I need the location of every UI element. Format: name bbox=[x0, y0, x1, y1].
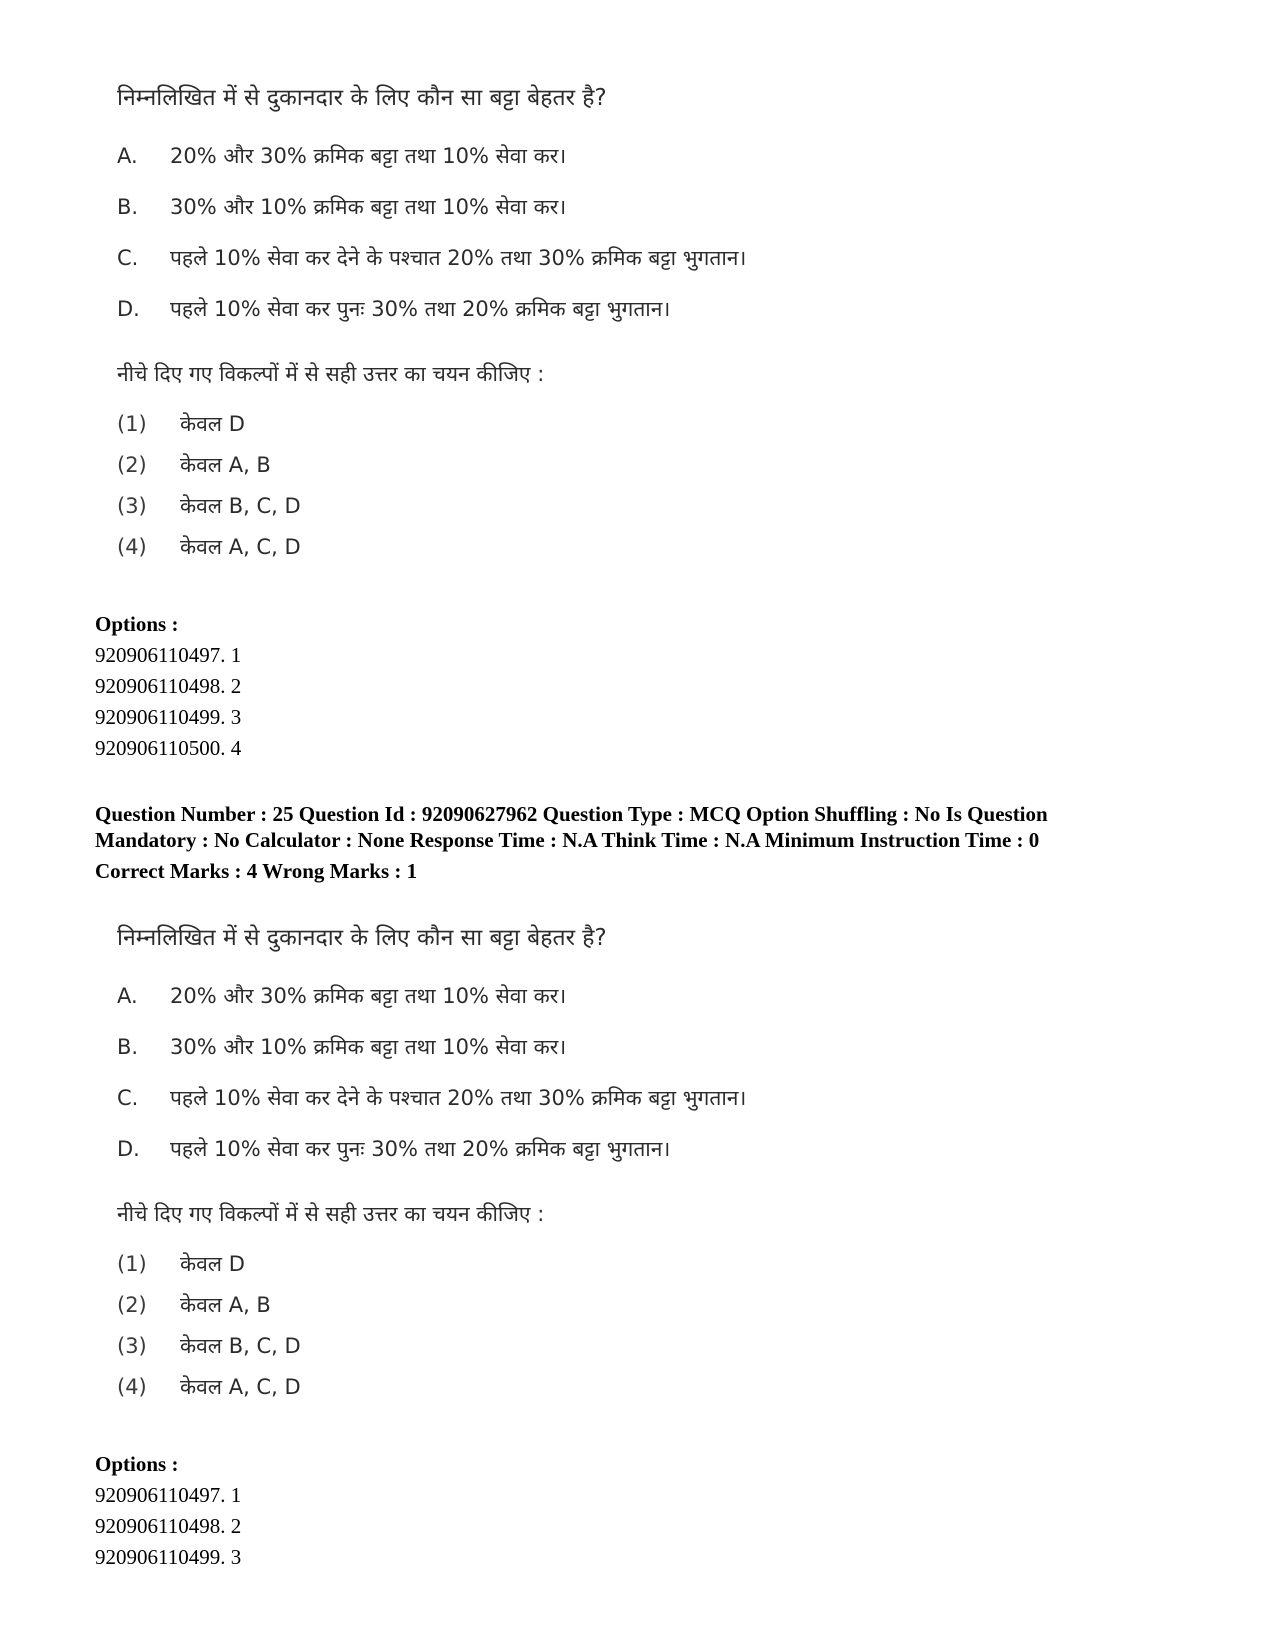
options-list-b bbox=[95, 1449, 241, 1573]
statement-label: A. bbox=[117, 984, 138, 1008]
statement-label: D. bbox=[117, 1137, 140, 1161]
question-image-b bbox=[117, 922, 1117, 1412]
choice-text: केवल A, C, D bbox=[180, 535, 301, 559]
statement-c bbox=[117, 1082, 1117, 1133]
choice-2 bbox=[117, 1289, 1117, 1330]
choice-number: (3) bbox=[117, 494, 147, 518]
choice-2 bbox=[117, 449, 1117, 490]
option-item: 920906110500. 4 bbox=[95, 736, 242, 760]
choice-number: (2) bbox=[117, 453, 147, 477]
statement-text: पहले 10% सेवा कर देने के पश्चात 20% तथा 30% क्रमिक बट्टा भुगतान। bbox=[170, 246, 747, 270]
choice-number: (4) bbox=[117, 1375, 147, 1399]
statement-a bbox=[117, 980, 1117, 1031]
statement-label: B. bbox=[117, 195, 139, 219]
option-item: 920906110498. 2 bbox=[95, 674, 242, 698]
statement-c bbox=[117, 242, 1117, 293]
instruction-text: नीचे दिए गए विकल्पों में से सही उत्तर का चयन कीजिए : bbox=[117, 1202, 545, 1226]
choice-text: केवल A, B bbox=[180, 1293, 271, 1317]
choice-text: केवल B, C, D bbox=[180, 1334, 301, 1358]
question-info-line-2: Mandatory : No Calculator : None Response Time : N.A Think Time : N.A Minimum Instruction Time : 0 bbox=[95, 828, 1040, 852]
question-image-a bbox=[117, 82, 1117, 572]
option-item: 920906110498. 2 bbox=[95, 1514, 242, 1538]
statement-d bbox=[117, 293, 1117, 344]
choice-number: (1) bbox=[117, 412, 147, 436]
statement-a bbox=[117, 140, 1117, 191]
choice-number: (1) bbox=[117, 1252, 147, 1276]
option-item: 920906110497. 1 bbox=[95, 643, 242, 667]
question-text: निम्नलिखित में से दुकानदार के लिए कौन सा बट्टा बेहतर है? bbox=[117, 85, 607, 111]
choice-number: (4) bbox=[117, 535, 147, 559]
statement-b bbox=[117, 191, 1117, 242]
options-heading: Options : bbox=[95, 1452, 179, 1476]
statement-text: 30% और 10% क्रमिक बट्टा तथा 10% सेवा कर। bbox=[170, 195, 567, 219]
options-list-a bbox=[95, 609, 241, 764]
option-item: 920906110497. 1 bbox=[95, 1483, 242, 1507]
statement-label: A. bbox=[117, 144, 138, 168]
choice-4 bbox=[117, 531, 1117, 572]
option-item: 920906110499. 3 bbox=[95, 1545, 242, 1569]
question-info-line-1: Question Number : 25 Question Id : 92090627962 Question Type : MCQ Option Shuffling : No Is Question bbox=[95, 802, 1048, 826]
statement-label: C. bbox=[117, 246, 139, 270]
choice-text: केवल D bbox=[180, 412, 245, 436]
choice-text: केवल A, B bbox=[180, 453, 271, 477]
statement-b bbox=[117, 1031, 1117, 1082]
question-info-line-3: Correct Marks : 4 Wrong Marks : 1 bbox=[95, 859, 418, 883]
statement-d bbox=[117, 1133, 1117, 1184]
statement-text: पहले 10% सेवा कर पुनः 30% तथा 20% क्रमिक बट्टा भुगतान। bbox=[170, 297, 671, 321]
choice-1 bbox=[117, 1248, 1117, 1289]
question-info bbox=[95, 801, 1215, 884]
statement-text: पहले 10% सेवा कर पुनः 30% तथा 20% क्रमिक बट्टा भुगतान। bbox=[170, 1137, 671, 1161]
choice-text: केवल D bbox=[180, 1252, 245, 1276]
statement-label: D. bbox=[117, 297, 140, 321]
statement-label: B. bbox=[117, 1035, 139, 1059]
choice-3 bbox=[117, 1330, 1117, 1371]
choice-text: केवल A, C, D bbox=[180, 1375, 301, 1399]
choice-number: (3) bbox=[117, 1334, 147, 1358]
statement-text: 20% और 30% क्रमिक बट्टा तथा 10% सेवा कर। bbox=[170, 144, 567, 168]
options-heading: Options : bbox=[95, 612, 179, 636]
option-item: 920906110499. 3 bbox=[95, 705, 242, 729]
choice-text: केवल B, C, D bbox=[180, 494, 301, 518]
statement-text: 30% और 10% क्रमिक बट्टा तथा 10% सेवा कर। bbox=[170, 1035, 567, 1059]
choice-1 bbox=[117, 408, 1117, 449]
question-text: निम्नलिखित में से दुकानदार के लिए कौन सा बट्टा बेहतर है? bbox=[117, 925, 607, 951]
choice-3 bbox=[117, 490, 1117, 531]
choice-4 bbox=[117, 1371, 1117, 1412]
statement-text: 20% और 30% क्रमिक बट्टा तथा 10% सेवा कर। bbox=[170, 984, 567, 1008]
statement-label: C. bbox=[117, 1086, 139, 1110]
instruction-text: नीचे दिए गए विकल्पों में से सही उत्तर का चयन कीजिए : bbox=[117, 362, 545, 386]
statement-text: पहले 10% सेवा कर देने के पश्चात 20% तथा 30% क्रमिक बट्टा भुगतान। bbox=[170, 1086, 747, 1110]
choice-number: (2) bbox=[117, 1293, 147, 1317]
